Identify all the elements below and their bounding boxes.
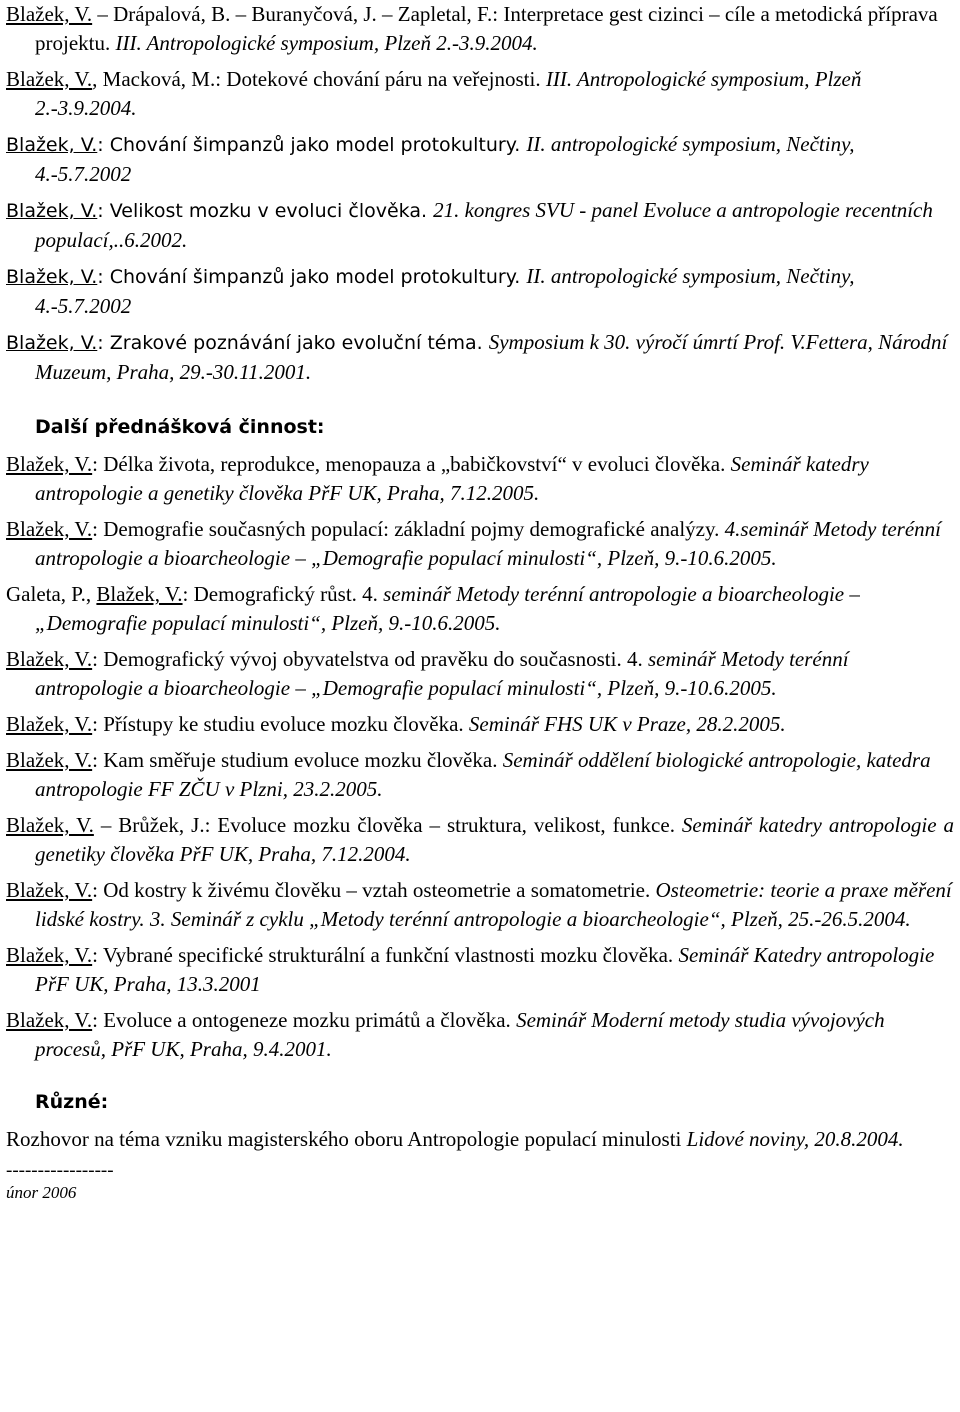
footer-date: únor 2006 [6,1183,77,1202]
bibliography-entry [6,811,954,869]
title-text: : Evoluce a ontogeneze mozku primátů a člověka. [92,1008,517,1032]
title-text: : Demografický růst. 4. [182,582,384,606]
author-name: Blažek, V. [96,582,183,606]
bibliography-entry [6,328,954,387]
author-name: Blažek, V. [6,2,93,26]
bibliography-entry [6,262,954,321]
author-name: Blažek, V. [6,452,93,476]
venue-text: Seminář katedry antropologie a genetiky člověka PřF UK, Praha, 7.12.2004. [35,813,954,866]
section-heading-misc-wrap [6,1088,954,1117]
title-text: : Demografie současných populací: základní pojmy demografické analýzy. [92,517,725,541]
venue-text: III. Antropologické symposium, Plzeň 2.-3.9.2004. [115,31,538,55]
venue-text: II. antropologické symposium, Nečtiny, 4.-5.7.2002 [35,132,855,186]
venue-text: 4.seminář Metody terénní antropologie a bioarcheologie – „Demografie populací minulosti“, Plzeň, 9.-10.6.2005. [35,517,942,570]
title-text: : Zrakové poznávání jako evoluční téma. [97,332,489,354]
title-text: : Kam směřuje studium evoluce mozku člověka. [92,748,503,772]
author-name: Blažek, V. [6,266,98,288]
venue-text: 21. kongres SVU - panel Evoluce a antropologie recentních populací,..6.2002. [35,198,933,252]
footer-rule: ----------------- [6,1160,114,1181]
title-text: – Brůžek, J.: Evoluce mozku člověka – struktura, velikost, funkce. [93,813,682,837]
title-text: : Od kostry k živému člověku – vztah osteometrie a somatometrie. [92,878,656,902]
title-text: : Velikost mozku v evoluci člověka. [97,200,434,222]
venue-text: Seminář katedry antropologie a genetiky člověka PřF UK, Praha, 7.12.2005. [35,452,869,505]
title-text: : Demografický vývoj obyvatelstva od pravěku do současnosti. 4. [92,647,648,671]
venue-text: seminář Metody terénní antropologie a bioarcheologie – „Demografie populací minulosti“, Plzeň, 9.-10.6.2005. [35,647,849,700]
bibliography-entry [6,941,954,999]
author-name: Blažek, V. [6,67,93,91]
section-heading-misc: Různé: [35,1091,109,1113]
bibliography-entry [6,130,954,189]
title-text: Galeta, P., [6,582,97,606]
venue-text: Osteometrie: teorie a praxe měření lidské kostry. 3. Seminář z cyklu „Metody terénní antropologie a bioarcheologie“, Plzeň, 25.-26.5.2004. [35,878,952,931]
title-text: : Chování šimpanzů jako model protokultury. [97,134,527,156]
title-text: , Macková, M.: Dotekové chování páru na veřejnosti. [92,67,546,91]
author-name: Blažek, V. [6,517,93,541]
author-name: Blažek, V. [6,943,93,967]
title-text: Rozhovor na téma vzniku magisterského oboru Antropologie populací minulosti [6,1127,687,1151]
venue-text: seminář Metody terénní antropologie a bioarcheologie – „Demografie populací minulosti“, Plzeň, 9.-10.6.2005. [35,582,860,635]
author-name: Blažek, V. [6,134,98,156]
author-name: Blažek, V. [6,332,98,354]
title-text: : Vybrané specifické strukturální a funkční vlastnosti mozku člověka. [92,943,679,967]
author-name: Blažek, V. [6,813,94,837]
bibliography-list-lectures [6,450,954,1064]
bibliography-entry [6,196,954,255]
bibliography-entry [6,580,954,638]
bibliography-list-symposia [6,0,954,387]
author-name: Blažek, V. [6,1008,93,1032]
bibliography-entry [6,1006,954,1064]
venue-text: III. Antropologické symposium, Plzeň 2.-3.9.2004. [35,67,862,120]
venue-text: Seminář FHS UK v Praze, 28.2.2005. [468,712,786,736]
venue-text: Symposium k 30. výročí úmrtí Prof. V.Fettera, Národní Muzeum, Praha, 29.-30.11.2001. [35,330,948,384]
title-text: : Přístupy ke studiu evoluce mozku člověka. [92,712,469,736]
bibliography-entry [6,645,954,703]
title-text: : Délka života, reprodukce, menopauza a „babičkovství“ v evoluci člověka. [92,452,731,476]
author-name: Blažek, V. [6,200,98,222]
venue-text: II. antropologické symposium, Nečtiny, 4.-5.7.2002 [35,264,855,318]
title-text: – Drápalová, B. – Buranyčová, J. – Zapletal, F.: Interpretace gest cizinci – cíle a metodická příprava projektu. [35,2,938,55]
bibliography-list-misc [6,1125,954,1154]
venue-text: Seminář Katedry antropologie PřF UK, Praha, 13.3.2001 [35,943,935,996]
bibliography-entry [6,746,954,804]
author-name: Blažek, V. [6,748,93,772]
author-name: Blažek, V. [6,878,93,902]
bibliography-entry [6,0,954,58]
section-heading-lectures-wrap [6,413,954,442]
bibliography-entry [6,515,954,573]
author-name: Blažek, V. [6,712,93,736]
title-text: : Chování šimpanzů jako model protokultury. [97,266,527,288]
author-name: Blažek, V. [6,647,93,671]
bibliography-entry [6,710,954,739]
bibliography-entry [6,876,954,934]
venue-text: Seminář Moderní metody studia vývojových procesů, PřF UK, Praha, 9.4.2001. [35,1008,885,1061]
venue-text: Lidové noviny, 20.8.2004. [686,1127,904,1151]
bibliography-entry [6,1125,954,1154]
document-page [6,0,954,1205]
venue-text: Seminář oddělení biologické antropologie, katedra antropologie FF ZČU v Plzni, 23.2.2005. [35,748,931,801]
section-heading-lectures: Další přednášková činnost: [35,416,325,438]
bibliography-entry [6,65,954,123]
bibliography-entry [6,450,954,508]
